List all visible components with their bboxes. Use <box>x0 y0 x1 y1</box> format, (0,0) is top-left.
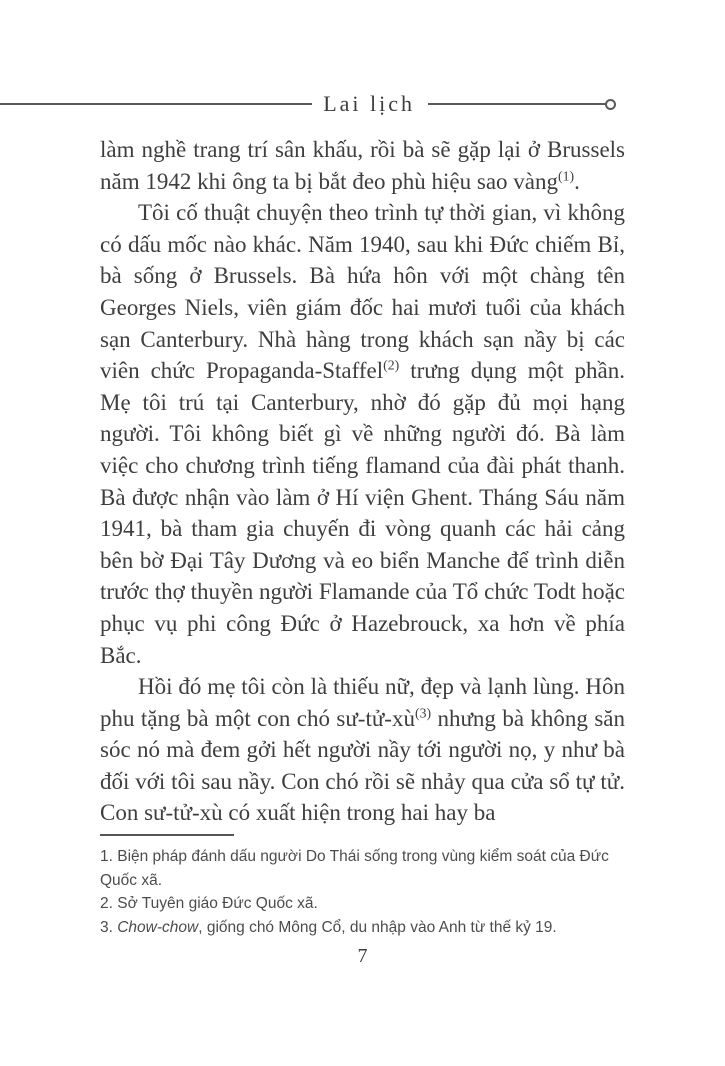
italic-text: Chow-chow <box>117 918 199 936</box>
paragraph: Tôi cố thuật chuyện theo trình tự thời gian, vì không có dấu mốc nào khác. Năm 1940, sau khi Đức chiếm Bỉ, bà sống ở Brussels. Bà hứa hôn với một chàng tên Georges Niels, viên giám đốc hai mươi tuổi của khách sạn Canterbury. Nhà hàng trong khách sạn nầy bị các viên chức Propaganda-Staffel$^{(2)}$ trưng dụng một phần. Mẹ tôi trú tại Canterbury, nhờ đó gặp đủ mọi hạng người. Tôi không biết gì về những người đó. Bà làm việc cho chương trình tiếng flamand của đài phát thanh. Bà được nhận vào làm ở Hí viện Ghent. Tháng Sáu năm 1941, bà tham gia chuyến đi vòng quanh các hải cảng bên bờ Đại Tây Dương và eo biển Manche để trình diễn trước thợ thuyền người Flamande của Tổ chức Todt hoặc phục vụ phi công Đức ở Hazebrouck, xa hơn về phía Bắc. <box>100 200 625 668</box>
footnote-item: 2. Sở Tuyên giáo Đức Quốc xã. <box>100 895 318 912</box>
footnote-marker: (1) <box>558 167 575 183</box>
footnote-item: 3. Chow-chow, giống chó Mông Cổ, du nhập vào Anh từ thế kỷ 19. <box>100 918 557 936</box>
header-rule-right <box>428 103 606 105</box>
footnotes <box>100 834 635 939</box>
footnote-separator-rule <box>100 834 234 836</box>
footnote-marker: (2) <box>383 357 400 373</box>
chapter-title: Lai lịch <box>323 91 415 116</box>
header-rule-left <box>0 103 312 105</box>
page-footer <box>100 945 625 968</box>
paragraph: làm nghề trang trí sân khấu, rồi bà sẽ gặp lại ở Brussels năm 1942 khi ông ta bị bắt đeo phù hiệu sao vàng$^{(1)}$. <box>100 137 625 194</box>
line-end-circle-ornament <box>605 99 616 110</box>
footnote-list <box>100 845 635 939</box>
page-number: 7 <box>357 945 368 967</box>
body-text <box>100 134 625 829</box>
footnote-item: 1. Biện pháp đánh dấu người Do Thái sống trong vùng kiểm soát của Đức Quốc xã. <box>100 848 609 889</box>
footnote-marker: (3) <box>414 705 432 721</box>
chapter-header <box>0 91 616 117</box>
paragraph: Hồi đó mẹ tôi còn là thiếu nữ, đẹp và lạnh lùng. Hôn phu tặng bà một con chó $sư-tử-xù^{(3)}$ nhưng bà không săn sóc nó mà đem gởi hết người nầy tới người nọ, y như bà đối với tôi sau nầy. Con chó rồi sẽ nhảy qua cửa sổ tự tử. Con sư-tử-xù có xuất hiện trong hai hay ba <box>100 674 625 826</box>
